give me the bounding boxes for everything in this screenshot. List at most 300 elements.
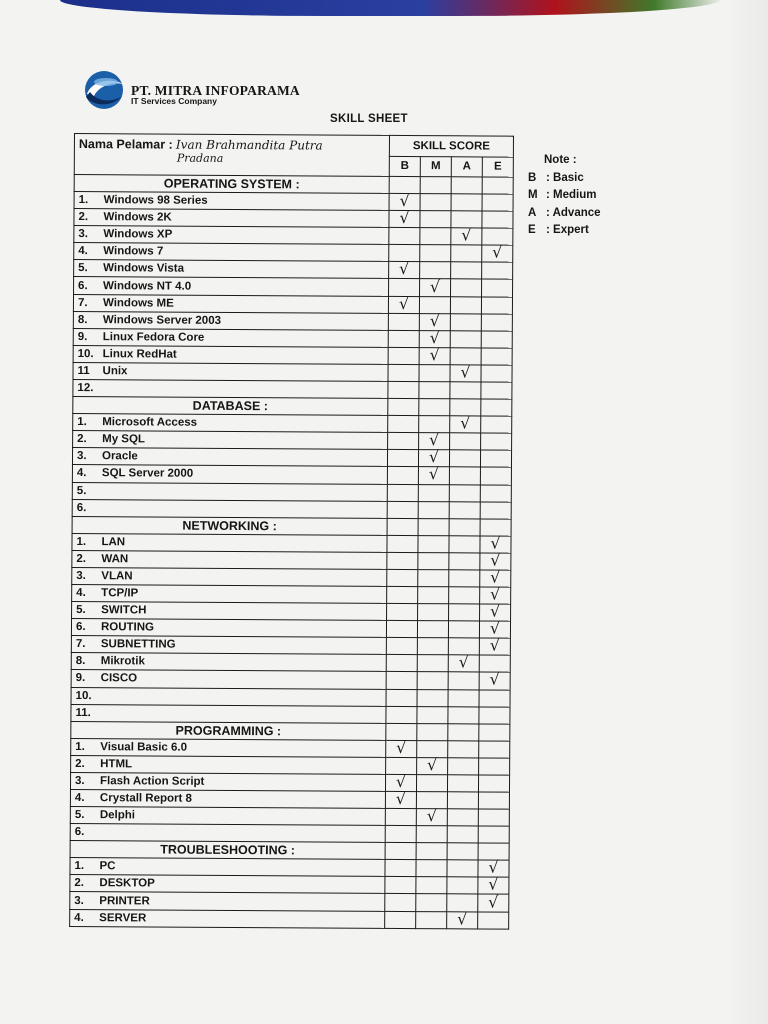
skill-number: 3.: [75, 774, 85, 788]
legend-item: [528, 170, 601, 188]
skill-number: 8.: [75, 655, 86, 668]
score-cell-m: [416, 911, 447, 928]
skill-number: 6.: [75, 621, 86, 634]
check-mark-icon: √: [426, 806, 437, 826]
score-cell-a: [449, 587, 480, 604]
score-cell-b: [387, 450, 418, 467]
skill-number: 2.: [75, 757, 85, 770]
skill-label-cell: [73, 294, 388, 313]
skill-number: 3.: [76, 450, 87, 463]
score-cell-b: [388, 416, 419, 433]
company-logo-icon: [82, 70, 126, 110]
skill-number: 10.: [75, 689, 92, 702]
score-cell: [416, 843, 447, 860]
skill-name: SWITCH: [101, 604, 147, 617]
score-cell-b: [386, 689, 417, 706]
section-title: OPERATING SYSTEM :: [74, 175, 389, 194]
check-mark-icon: √: [489, 601, 501, 621]
paper-shadow: [728, 0, 768, 1024]
score-cell-a: [448, 741, 479, 758]
score-cell: [419, 399, 450, 416]
skill-number: 4.: [78, 245, 88, 258]
skill-label-cell: [73, 328, 388, 347]
skill-number: 6.: [78, 279, 88, 292]
skill-score-header: SKILL SCORE: [389, 135, 513, 156]
score-cell-b: [388, 347, 419, 364]
score-cell-e: [482, 211, 513, 228]
score-cell-m: [417, 621, 448, 638]
score-cell-b: [387, 535, 418, 552]
skill-label-cell: [71, 738, 386, 757]
score-cell-b: [387, 484, 418, 501]
skill-number: 4.: [76, 467, 87, 480]
company-tagline: IT Services Company: [131, 96, 217, 106]
score-cell-b: [386, 737, 417, 757]
section-title: PROGRAMMING :: [71, 721, 386, 740]
score-cell: [417, 723, 448, 740]
skill-number: 5.: [76, 484, 87, 497]
score-cell-m: [419, 382, 450, 399]
top-edge-band: [60, 0, 720, 16]
score-cell-a: [449, 553, 480, 570]
score-cell-e: [479, 635, 510, 655]
score-cell-m: [416, 775, 447, 792]
check-mark-icon: √: [458, 652, 469, 672]
score-cell-a: [450, 433, 481, 450]
skill-number: 3.: [78, 228, 89, 241]
score-cell-a: [447, 792, 478, 809]
skill-number: 6.: [76, 501, 87, 514]
score-cell: [418, 518, 449, 535]
score-cell-e: [481, 297, 512, 314]
check-mark-icon: √: [395, 771, 407, 791]
skill-number: 3.: [76, 569, 86, 583]
skill-name: Windows 7: [103, 245, 164, 258]
score-cell-b: [385, 791, 416, 808]
skill-label-cell: [73, 380, 388, 399]
score-cell-a: [447, 826, 478, 843]
skill-label-cell: [74, 226, 389, 245]
legend-title: Note :: [544, 154, 577, 166]
score-cell-e: [482, 242, 513, 262]
skill-name: Unix: [102, 365, 128, 378]
skill-name: Delphi: [99, 809, 136, 822]
skill-label-cell: [74, 243, 389, 262]
score-cell-a: [451, 194, 482, 211]
score-cell-a: [449, 501, 480, 518]
check-mark-icon: √: [492, 242, 503, 262]
score-cell-a: [451, 279, 482, 296]
score-cell-a: [448, 689, 479, 706]
skill-name: DESKTOP: [99, 877, 155, 890]
skill-label-cell: [70, 858, 385, 877]
score-cell: [385, 843, 416, 860]
score-cell-a: [448, 706, 479, 723]
score-cell-b: [385, 911, 416, 928]
score-cell-b: [389, 208, 420, 228]
document-title: SKILL SHEET: [330, 113, 408, 125]
skill-row: [70, 909, 509, 929]
check-mark-icon: √: [460, 413, 471, 433]
skill-label-cell: [72, 567, 387, 586]
score-cell: [481, 399, 512, 416]
score-cell-m: [416, 877, 447, 894]
score-cell-e: [479, 758, 510, 775]
skill-label-cell: [73, 362, 388, 381]
skill-name: CISCO: [100, 672, 138, 685]
skill-name: Windows 2K: [103, 211, 172, 224]
skill-name: Windows XP: [103, 228, 173, 241]
score-cell-m: [417, 757, 448, 774]
skill-number: 5.: [76, 604, 86, 617]
skill-name: PC: [99, 860, 116, 873]
check-mark-icon: √: [398, 293, 410, 313]
skill-label-cell: [72, 465, 387, 484]
score-cell-b: [387, 569, 418, 586]
score-cell-a: [450, 413, 481, 433]
skill-number: 2.: [74, 877, 85, 890]
score-cell-b: [386, 655, 417, 672]
score-cell-a: [449, 450, 480, 467]
check-mark-icon: √: [490, 550, 501, 570]
skill-number: 4.: [74, 911, 84, 924]
skill-number: 5.: [78, 262, 88, 275]
score-cell: [448, 724, 479, 741]
score-cell-m: [420, 211, 451, 228]
check-mark-icon: √: [399, 191, 410, 211]
score-cell-a: [448, 672, 479, 689]
skill-label-cell: [71, 687, 386, 706]
score-cell-b: [388, 293, 419, 313]
score-cell-m: [418, 604, 449, 621]
section-title: DATABASE :: [73, 397, 388, 416]
skill-name: Visual Basic 6.0: [100, 740, 188, 754]
score-cell: [420, 177, 451, 194]
score-cell-e: [478, 775, 509, 792]
skill-number: 10.: [77, 347, 94, 361]
skill-number: 6.: [74, 826, 85, 839]
skill-number: 7.: [77, 296, 88, 309]
score-cell-a: [448, 758, 479, 775]
skill-label-cell: [71, 653, 386, 672]
score-cell-b: [388, 381, 419, 398]
skill-name: SUBNETTING: [100, 638, 176, 651]
check-mark-icon: √: [428, 430, 440, 450]
score-cell-e: [481, 416, 512, 433]
skill-number: 12.: [77, 382, 94, 395]
level-header-m: M: [420, 156, 451, 177]
score-cell-m: [416, 894, 447, 911]
legend-text: : Expert: [546, 224, 589, 236]
skill-number: 9.: [75, 672, 86, 685]
legend-item: [528, 222, 601, 240]
name-label: Nama Pelamar :: [78, 137, 173, 152]
score-cell-a: [451, 225, 482, 245]
company-name: PT. MITRA INFOPARAMA: [131, 83, 300, 98]
score-cell-e: [481, 382, 512, 399]
score-cell: [447, 843, 478, 860]
score-cell-a: [449, 467, 480, 484]
skill-number: 4.: [74, 792, 85, 805]
score-cell-m: [418, 464, 449, 484]
score-cell-m: [419, 347, 450, 364]
legend-text: : Advance: [546, 206, 601, 219]
score-cell-b: [386, 706, 417, 723]
skill-name: Linux RedHat: [102, 348, 177, 361]
skill-number: 2.: [78, 211, 89, 224]
check-mark-icon: √: [489, 635, 501, 655]
score-cell-b: [385, 826, 416, 843]
score-cell-m: [417, 655, 448, 672]
skill-number: 2.: [77, 433, 87, 446]
score-cell-a: [447, 877, 478, 894]
check-mark-icon: √: [488, 874, 499, 895]
skill-name: Windows 98 Series: [103, 194, 208, 207]
score-cell-e: [481, 433, 512, 450]
score-cell-e: [478, 809, 509, 826]
skill-name: Windows NT 4.0: [103, 279, 192, 293]
score-cell-b: [386, 638, 417, 655]
skill-number: 5.: [74, 809, 85, 822]
skill-label-cell: [73, 311, 388, 330]
applicant-name-continued: Pradana: [176, 151, 224, 165]
check-mark-icon: √: [429, 345, 440, 365]
skill-name: Oracle: [101, 450, 138, 463]
score-cell-m: [416, 860, 447, 877]
score-cell-b: [385, 877, 416, 894]
score-cell-b: [388, 364, 419, 381]
score-cell-e: [481, 365, 512, 382]
score-cell-m: [417, 706, 448, 723]
score-cell-a: [449, 604, 480, 621]
skill-number: 3.: [74, 894, 84, 907]
skill-name: Crystall Report 8: [99, 792, 193, 805]
score-cell-m: [418, 587, 449, 604]
skill-name: HTML: [100, 758, 133, 771]
score-cell: [451, 177, 482, 194]
check-mark-icon: √: [395, 789, 407, 809]
score-cell: [388, 399, 419, 416]
check-mark-icon: √: [488, 892, 499, 912]
score-cell-b: [389, 228, 420, 245]
score-cell-b: [386, 621, 417, 638]
score-cell-a: [450, 331, 481, 348]
score-cell-m: [418, 484, 449, 501]
skill-name: PRINTER: [99, 894, 150, 907]
check-mark-icon: √: [489, 618, 501, 638]
score-cell-a: [450, 313, 481, 330]
skill-number: 7.: [75, 638, 86, 651]
legend-code: A: [528, 206, 537, 219]
skill-label-cell: [72, 499, 387, 518]
skill-label-cell: [70, 772, 385, 791]
skill-label-cell: [70, 824, 385, 843]
score-cell: [482, 177, 513, 194]
skill-number: 1.: [78, 194, 89, 207]
check-mark-icon: √: [426, 755, 438, 775]
score-cell-e: [480, 484, 511, 501]
skill-name: WAN: [101, 553, 129, 566]
skill-name: LAN: [101, 535, 126, 549]
skill-number: 11: [77, 365, 90, 378]
skill-number: 9.: [77, 330, 88, 343]
score-cell-a: [449, 535, 480, 552]
score-cell-e: [481, 348, 512, 365]
score-cell-a: [448, 621, 479, 638]
score-cell-b: [386, 672, 417, 689]
score-cell-m: [420, 228, 451, 245]
score-cell-m: [417, 689, 448, 706]
skill-number: 2.: [76, 552, 87, 565]
skill-name: Linux Fedora Core: [102, 330, 205, 344]
score-cell-b: [387, 586, 418, 603]
skill-number: 11.: [75, 706, 91, 719]
skill-label-cell: [74, 260, 389, 279]
score-cell-e: [479, 707, 510, 724]
score-cell-e: [478, 792, 509, 809]
score-cell-a: [447, 908, 478, 929]
score-cell-e: [478, 894, 509, 911]
score-cell-m: [419, 365, 450, 382]
check-mark-icon: √: [490, 533, 501, 553]
score-cell-b: [385, 809, 416, 826]
check-mark-icon: √: [429, 310, 441, 330]
score-cell-e: [482, 194, 513, 211]
skill-label-cell: [70, 807, 385, 826]
score-cell-e: [478, 912, 509, 929]
skill-name: Windows ME: [102, 296, 174, 310]
skill-name: ROUTING: [100, 621, 155, 634]
score-cell-a: [450, 296, 481, 313]
score-cell-a: [447, 860, 478, 877]
legend-item: [528, 187, 601, 205]
check-mark-icon: √: [461, 225, 472, 245]
skill-label-cell: [72, 533, 387, 552]
score-cell-m: [417, 638, 448, 655]
section-title: TROUBLESHOOTING :: [70, 841, 385, 860]
skill-label-cell: [74, 209, 389, 228]
score-cell-a: [449, 484, 480, 501]
score-cell-e: [480, 502, 511, 519]
score-cell-m: [418, 569, 449, 586]
skill-label-cell: [71, 619, 386, 638]
score-cell-b: [385, 894, 416, 911]
score-cell-b: [387, 501, 418, 518]
score-cell-m: [418, 501, 449, 518]
score-cell-a: [447, 809, 478, 826]
skill-label-cell: [74, 192, 389, 211]
check-mark-icon: √: [399, 259, 410, 279]
skill-label-cell: [71, 670, 386, 689]
score-cell-e: [479, 672, 510, 689]
score-cell-m: [416, 806, 447, 826]
score-cell-a: [450, 362, 481, 382]
score-cell-m: [418, 535, 449, 552]
score-cell-e: [481, 314, 512, 331]
score-cell-b: [388, 433, 419, 450]
skill-label-cell: [73, 345, 388, 364]
skill-label-cell: [72, 584, 387, 603]
skill-name: SQL Server 2000: [101, 467, 194, 481]
check-mark-icon: √: [457, 908, 468, 929]
check-mark-icon: √: [428, 464, 440, 484]
applicant-name: Ivan Brahmandita Putra: [175, 137, 323, 153]
skill-number: 1.: [75, 740, 85, 753]
score-cell-e: [482, 262, 513, 279]
check-mark-icon: √: [428, 447, 440, 467]
skill-label-cell: [73, 431, 388, 450]
score-cell-a: [451, 262, 482, 279]
score-cell-e: [479, 690, 510, 707]
skill-number: 4.: [76, 587, 86, 600]
level-header-a: A: [451, 156, 482, 177]
score-cell-e: [478, 826, 509, 843]
legend-code: E: [528, 224, 536, 236]
level-header-b: B: [389, 156, 420, 177]
skill-name: Windows Server 2003: [102, 313, 222, 327]
check-mark-icon: √: [460, 362, 471, 382]
score-legend: [528, 152, 601, 240]
skill-table: [69, 133, 514, 929]
skill-label-cell: [71, 636, 386, 655]
score-cell-b: [388, 313, 419, 330]
skill-name: TCP/IP: [101, 587, 139, 600]
check-mark-icon: √: [490, 567, 501, 587]
score-cell-a: [451, 245, 482, 262]
skill-label-cell: [70, 909, 385, 928]
legend-text: : Medium: [546, 189, 597, 201]
score-cell-a: [449, 570, 480, 587]
skill-name: SERVER: [99, 911, 147, 925]
check-mark-icon: √: [399, 208, 410, 228]
skill-label-cell: [71, 755, 386, 774]
score-cell-e: [481, 331, 512, 348]
score-cell-e: [482, 279, 513, 296]
skill-label-cell: [74, 277, 389, 296]
skill-number: 1.: [74, 860, 85, 873]
score-cell-m: [420, 276, 451, 296]
legend-code: B: [528, 171, 537, 184]
score-cell-e: [480, 467, 511, 484]
skill-label-cell: [71, 704, 386, 723]
skill-label-cell: [72, 602, 387, 621]
skill-number: 1.: [77, 416, 87, 429]
skill-name: Flash Action Script: [100, 775, 205, 788]
score-cell-b: [385, 860, 416, 877]
score-cell-e: [480, 450, 511, 467]
skill-name: Windows Vista: [103, 262, 185, 276]
applicant-name-cell: [74, 134, 389, 177]
score-cell-m: [420, 245, 451, 262]
section-title: NETWORKING :: [72, 516, 387, 535]
score-cell-b: [388, 330, 419, 347]
score-cell-a: [450, 382, 481, 399]
score-cell-b: [389, 259, 420, 279]
score-cell-m: [418, 552, 449, 569]
skill-name: Microsoft Access: [102, 416, 198, 429]
check-mark-icon: √: [396, 737, 407, 757]
skill-label-cell: [72, 448, 387, 467]
check-mark-icon: √: [429, 276, 441, 296]
skill-label-cell: [70, 875, 385, 894]
score-cell-m: [417, 672, 448, 689]
score-cell-b: [387, 467, 418, 484]
skill-label-cell: [73, 414, 388, 433]
score-cell: [449, 518, 480, 535]
skill-number: 1.: [76, 535, 87, 548]
skill-number: 8.: [77, 313, 88, 326]
score-cell: [479, 724, 510, 741]
